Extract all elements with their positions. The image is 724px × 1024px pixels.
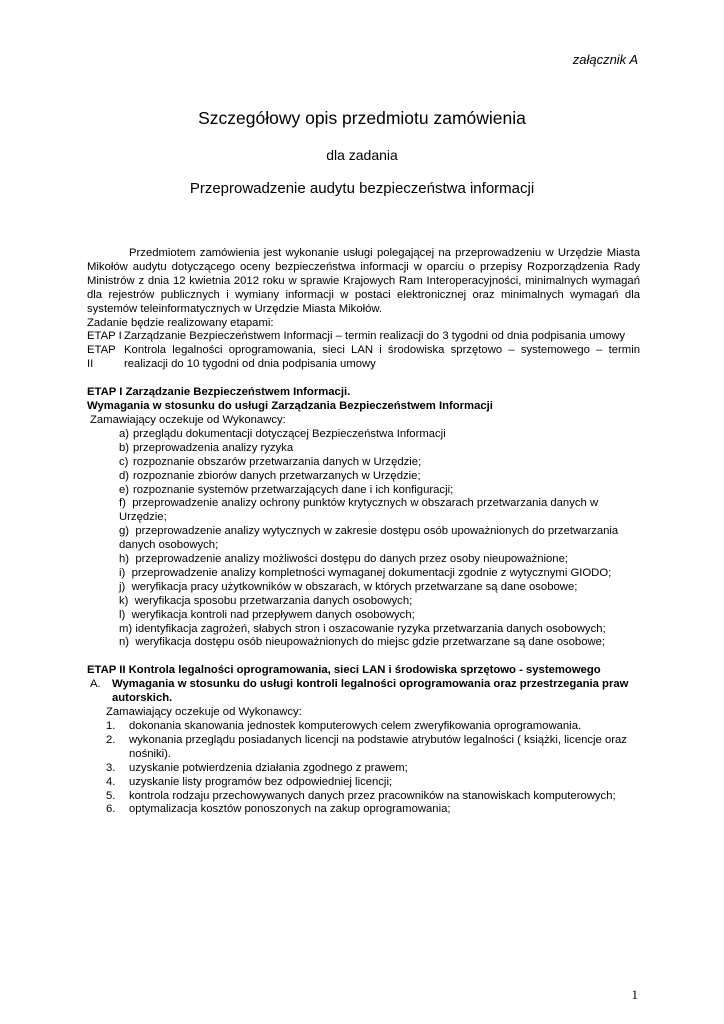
list-item — [106, 734, 640, 762]
list-marker: j) — [119, 580, 126, 593]
section-a-heading-row — [87, 678, 640, 706]
section-a-heading: Wymagania w stosunku do usługi kontroli legalności oprogramowania oraz przestrzegania praw autorskich. — [112, 678, 629, 705]
list-item — [119, 484, 640, 498]
list-text: przeglądu dokumentacji dotyczącej Bezpieczeństwa Informacji — [133, 427, 446, 440]
list-marker: a) — [119, 427, 130, 440]
list-text: wykonania przeglądu posiadanych licencji na podstawie atrybutów legalności ( książki, licencje oraz nośniki). — [129, 733, 627, 760]
list-text: weryfikacja kontroli nad przepływem danych osobowych; — [131, 608, 415, 621]
list-item — [119, 470, 640, 484]
document-body — [87, 247, 640, 817]
list-item — [106, 803, 640, 817]
list-text: kontrola rodzaju przechowywanych danych przez pracowników na stanowiskach komputerowych; — [129, 789, 616, 802]
list-marker: 5. — [106, 789, 116, 802]
stage-text: Kontrola legalności oprogramowania, sieci LAN i środowiska sprzętowo – systemowego – termin realizacji do 10 tygodni od dnia podpisania umowy — [124, 344, 640, 371]
list-text: rozpoznanie zbiorów danych przetwarzanych w Urzędzie; — [133, 469, 421, 482]
list-text: weryfikacja pracy użytkowników w obszarach, w których przetwarzane są dane osobowe; — [131, 580, 578, 593]
document-title: Szczegółowy opis przedmiotu zamówienia — [198, 108, 526, 128]
section-a-marker: A. — [90, 678, 101, 691]
list-text: optymalizacja kosztów ponoszonych na zakup oprogramowania; — [129, 803, 451, 816]
list-marker: m) — [119, 622, 133, 635]
list-marker: f) — [119, 497, 126, 510]
list-item — [106, 720, 640, 734]
list-item — [119, 428, 640, 442]
section-a-lead: Zamawiający oczekuje od Wykonawcy: — [106, 706, 302, 719]
list-text: identyfikacja zagrożeń, słabych stron i oszacowanie ryzyka przetwarzania danych osobowych; — [135, 622, 606, 635]
list-item — [106, 762, 640, 776]
stage-text: Zarządzanie Bezpieczeństwem Informacji – termin realizacji do 3 tygodni od dnia podpisania umowy — [124, 330, 626, 343]
list-item — [106, 776, 640, 790]
list-text: rozpoznanie systemów przetwarzających dane i ich konfiguracji; — [133, 483, 454, 496]
list-marker: 2. — [106, 733, 116, 746]
list-marker: 3. — [106, 761, 116, 774]
stage2-heading: ETAP II Kontrola legalności oprogramowania, sieci LAN i środowiska sprzętowo - systemowego — [87, 664, 601, 677]
list-item — [119, 497, 640, 525]
list-marker: b) — [119, 441, 130, 454]
list-marker: g) — [119, 525, 130, 538]
list-item — [119, 553, 640, 567]
task-title: Przeprowadzenie audytu bezpieczeństwa informacji — [189, 180, 535, 197]
stage1-list — [87, 428, 640, 651]
list-item — [119, 581, 640, 595]
list-item — [119, 525, 640, 553]
list-text: przeprowadzenie analizy możliwości dostępu do danych przez osoby nieupoważnione; — [135, 553, 569, 566]
list-text: dokonania skanowania jednostek komputerowych celem zweryfikowania oprogramowania. — [129, 720, 582, 732]
list-text: weryfikacja dostępu osób nieupoważnionych do miejsc gdzie przetwarzane są dane osobowe; — [135, 636, 606, 649]
stage-label: ETAP II — [87, 344, 116, 371]
list-text: przeprowadzenie analizy ochrony punktów krytycznych w obszarach przetwarzania danych w Urzędzie; — [119, 497, 599, 524]
list-text: przeprowadzenie analizy wytycznych w zakresie dostępu osób upoważnionych do przetwarzania danych osobowych; — [119, 525, 619, 552]
intro-paragraph: Przedmiotem zamówienia jest wykonanie usługi polegającej na przeprowadzeniu w Urzędzie Miasta Mikołów audytu dotyczącego oceny bezpieczeństwa informacji w oparciu o przepisy Rozporządzenia Rady Ministrów z dnia 12 kwietnia 2012 roku w sprawie Krajowych Ram Interoperacyjności, minimalnych wymagań dla rejestrów publicznych i wymiany informacji w postaci elektronicznej oraz minimalnych wymagań dla systemów teleinformatycznych w Urzędzie Miasta Mikołów. — [87, 247, 640, 315]
list-text: weryfikacja sposobu przetwarzania danych osobowych; — [134, 594, 413, 607]
page-number: 1 — [631, 987, 638, 1002]
section-a-list — [87, 720, 640, 817]
list-item — [119, 567, 640, 581]
stage-row — [87, 330, 640, 344]
list-text: przeprowadzenia analizy ryzyka — [133, 441, 294, 454]
document-subtitle: dla zadania — [326, 147, 398, 163]
annex-label: załącznik A — [572, 52, 638, 67]
list-item — [119, 442, 640, 456]
list-item — [119, 595, 640, 609]
list-text: uzyskanie potwierdzenia działania zgodnego z prawem; — [129, 761, 408, 774]
list-item — [119, 623, 640, 637]
list-marker: d) — [119, 469, 130, 482]
list-marker: 1. — [106, 720, 116, 732]
stage-label: ETAP I — [87, 330, 122, 343]
list-marker: e) — [119, 483, 130, 496]
list-item — [119, 609, 640, 623]
list-marker: k) — [119, 594, 129, 607]
list-item — [119, 636, 640, 650]
stage1-lead: Zamawiający oczekuje od Wykonawcy: — [90, 413, 286, 426]
list-marker: l) — [119, 608, 126, 621]
list-text: rozpoznanie obszarów przetwarzania danych w Urzędzie; — [133, 455, 422, 468]
list-marker: 4. — [106, 775, 116, 788]
list-item — [119, 456, 640, 470]
list-item — [106, 790, 640, 804]
list-marker: n) — [119, 636, 130, 649]
list-marker: c) — [119, 455, 129, 468]
list-marker: 6. — [106, 803, 116, 816]
list-text: uzyskanie listy programów bez odpowiedniej licencji; — [129, 775, 393, 788]
stage1-subheading: Wymagania w stosunku do usługi Zarządzania Bezpieczeństwem Informacji — [87, 400, 493, 413]
stages-intro: Zadanie będzie realizowany etapami: — [87, 316, 274, 329]
stage-row — [87, 344, 640, 372]
list-text: przeprowadzenie analizy kompletności wymaganej dokumentacji zgodnie z wytycznymi GIODO; — [131, 566, 612, 579]
list-marker: i) — [119, 566, 126, 579]
stage1-heading: ETAP I Zarządzanie Bezpieczeństwem Informacji. — [87, 386, 351, 399]
list-marker: h) — [119, 553, 130, 566]
